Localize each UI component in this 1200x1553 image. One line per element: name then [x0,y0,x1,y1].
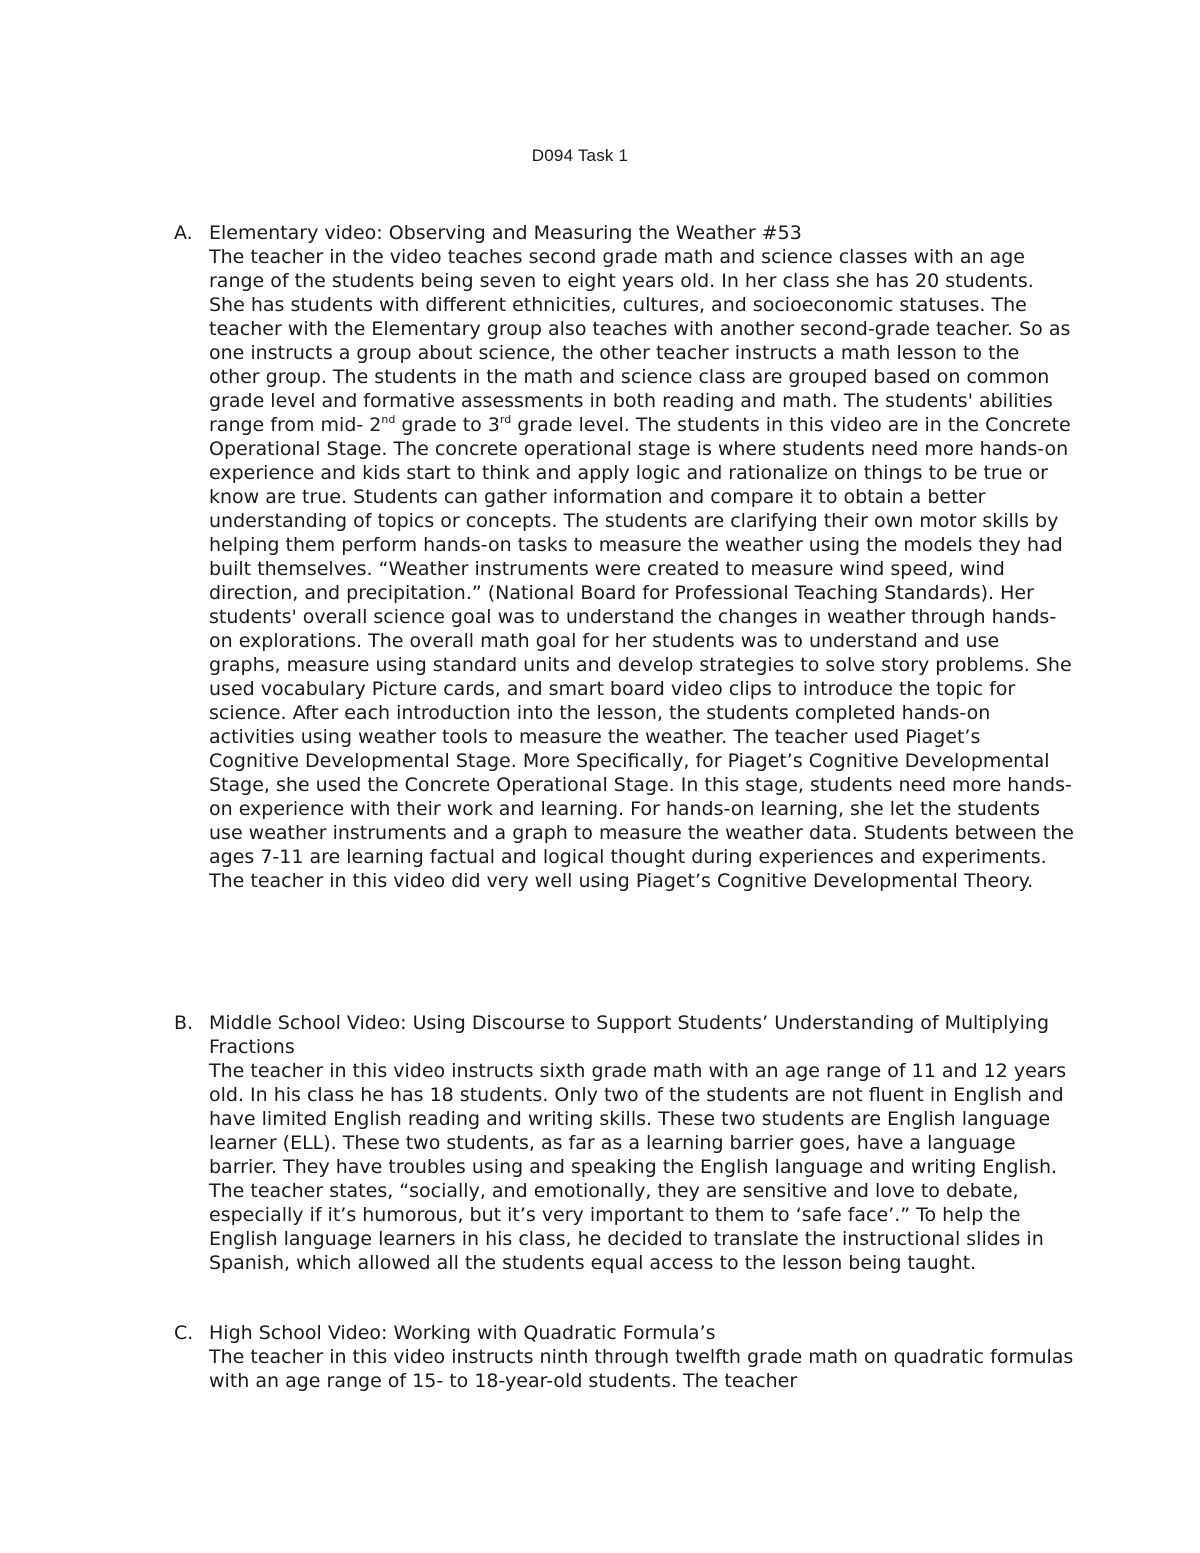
body-text: grade level. The students in this video are in the Concrete Operational Stage. The concrete operational stage is where students need more hands-on experience and kids start to think and apply logic and rationalize on things to be true or know are true. Students can gather information and compare it to obtain a better understanding of topics or concepts. The students are clarifying their own motor skills by helping them perform hands-on tasks to measure the weather using the models they had built themselves. “Weather instruments were created to measure wind speed, wind direction, and precipitation.” (National Board for Professional Teaching Standards). Her students' overall science goal was to understand the changes in weather through hands-on explorations. The overall math goal for her students was to understand and use graphs, measure using standard units and develop strategies to solve story problems. She used vocabulary Picture cards, and smart board video clips to introduce the topic for science. After each introduction into the lesson, the students completed hands-on activities using weather tools to measure the weather. The teacher used Piaget’s Cognitive Developmental Stage. More Specifically, for Piaget’s Cognitive Developmental Stage, she used the Concrete Operational Stage. In this stage, students need more hands-on experience with their work and learning. For hands-on learning, she let the students use weather instruments and a graph to measure the weather data. Students between the ages 7-11 are learning factual and logical thought during experiences and experiments. The teacher in this video did very well using Piaget’s Cognitive Developmental Theory. [209,414,1074,892]
superscript: rd [499,413,512,426]
section-content [209,221,1074,893]
section-body: The teacher in this video instructs sixth grade math with an age range of 11 and 12 years old. In his class he has 18 students. Only two of the students are not fluent in English and have limited English reading and writing skills. These two students are English language learner (ELL). These two students, as far as a learning barrier goes, have a language barrier. They have troubles using and speaking the English language and writing English. The teacher states, “socially, and emotionally, they are sensitive and love to debate, especially if it’s humorous, but it’s very important to them to ‘safe face’.” To help the English language learners in his class, he decided to translate the instructional slides in Spanish, which allowed all the students equal access to the lesson being taught. [209,1060,1067,1274]
section-letter: A. [174,222,193,244]
section-letter: C. [174,1322,194,1344]
section-c [174,1321,1074,1393]
body-text: The teacher in the video teaches second grade math and science classes with an age range of the students being seven to eight years old. In her class she has 20 students. She has students with different ethnicities, cultures, and socioeconomic statuses. The teacher with the Elementary group also teaches with another second-grade teacher. So as one instructs a group about science, the other teacher instructs a math lesson to the other group. The students in the math and science class are grouped based on common grade level and formative assessments in both reading and math. The students' abilities range from mid- 2 [209,246,1071,436]
section-b [174,1011,1074,1275]
section-heading: Middle School Video: Using Discourse to Support Students’ Understanding of Multiplying Fractions [209,1012,1049,1058]
body-text: grade to 3 [395,414,500,436]
section-body: The teacher in this video instructs ninth through twelfth grade math on quadratic formulas with an age range of 15- to 18-year-old students. The teacher [209,1346,1074,1392]
section-content [209,1321,1074,1393]
superscript: nd [381,413,396,426]
section-letter: B. [174,1012,194,1034]
section-body [209,245,1074,893]
section-a [174,221,1074,893]
section-heading: High School Video: Working with Quadratic Formula’s [209,1322,716,1344]
section-content [209,1011,1074,1275]
document-title: D094 Task 1 [531,146,629,165]
section-heading: Elementary video: Observing and Measuring the Weather #53 [209,222,802,244]
